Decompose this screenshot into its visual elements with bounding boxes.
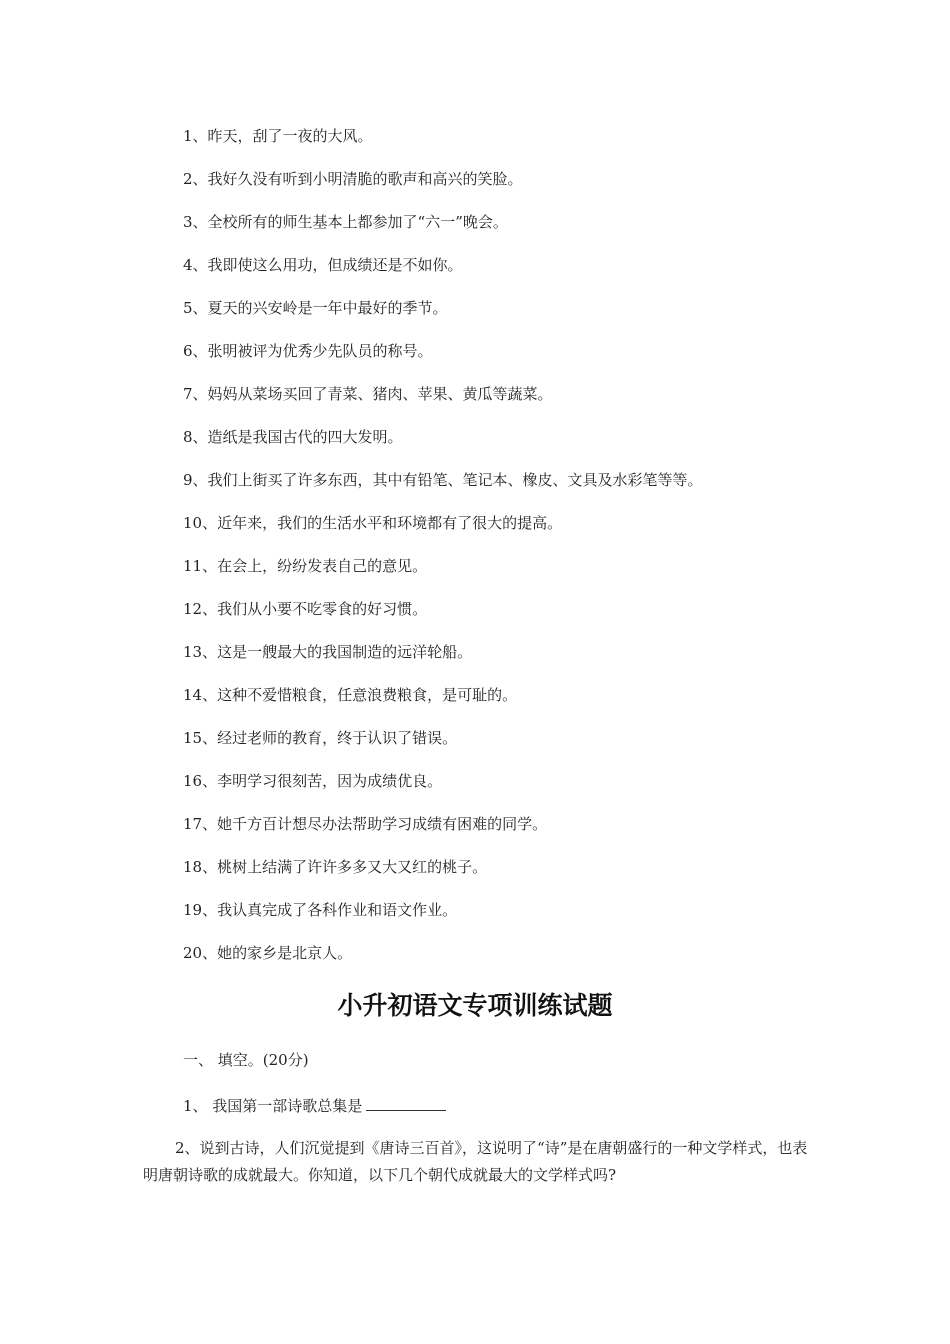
sentence-item: 7、妈妈从菜场买回了青菜、猪肉、苹果、黄瓜等蔬菜。 [183,385,553,403]
sentence-item: 12、我们从小要不吃零食的好习惯。 [183,600,428,618]
sentence-list [183,124,863,984]
sentence-item: 18、桃树上结满了许许多多又大又红的桃子。 [183,858,488,876]
sentence-item: 9、我们上街买了许多东西，其中有铅笔、笔记本、橡皮、文具及水彩笔等等。 [183,471,703,489]
sentence-item: 6、张明被评为优秀少先队员的称号。 [183,342,433,360]
sentence-item: 1、昨天，刮了一夜的大风。 [183,127,373,145]
question-1-text: 1、 我国第一部诗歌总集是 [183,1097,363,1115]
sentence-item: 2、我好久没有听到小明清脆的歌声和高兴的笑脸。 [183,170,523,188]
sentence-item: 5、夏天的兴安岭是一年中最好的季节。 [183,299,448,317]
question-2: 2、说到古诗，人们沉觉提到《唐诗三百首》，这说明了“诗”是在唐朝盛行的一种文学样式，也表明唐朝诗歌的成就最大。你知道，以下几个朝代成就最大的文学样式吗? [143,1139,808,1184]
question-1 [183,1094,446,1118]
sentence-item: 14、这种不爱惜粮食，任意浪费粮食，是可耻的。 [183,686,518,704]
sentence-item: 15、经过老师的教育，终于认识了错误。 [183,729,458,747]
sentence-item: 4、我即使这么用功，但成绩还是不如你。 [183,256,463,274]
sentence-item: 11、在会上，纷纷发表自己的意见。 [183,557,428,575]
sentence-item: 13、这是一艘最大的我国制造的远洋轮船。 [183,643,473,661]
sentence-item: 3、全校所有的师生基本上都参加了“六一”晚会。 [183,213,508,231]
sentence-item: 17、她千方百计想尽办法帮助学习成绩有困难的同学。 [183,815,548,833]
sentence-item: 19、我认真完成了各科作业和语文作业。 [183,901,458,919]
section-heading: 一、 填空。(20分) [183,1051,309,1069]
page-title: 小升初语文专项训练试题 [337,991,613,1020]
sentence-item: 10、近年来，我们的生活水平和环境都有了很大的提高。 [183,514,563,532]
sentence-item: 16、李明学习很刻苦，因为成绩优良。 [183,772,443,790]
answer-blank [366,1094,446,1111]
sentence-item: 8、造纸是我国古代的四大发明。 [183,428,403,446]
sentence-item: 20、她的家乡是北京人。 [183,944,353,962]
